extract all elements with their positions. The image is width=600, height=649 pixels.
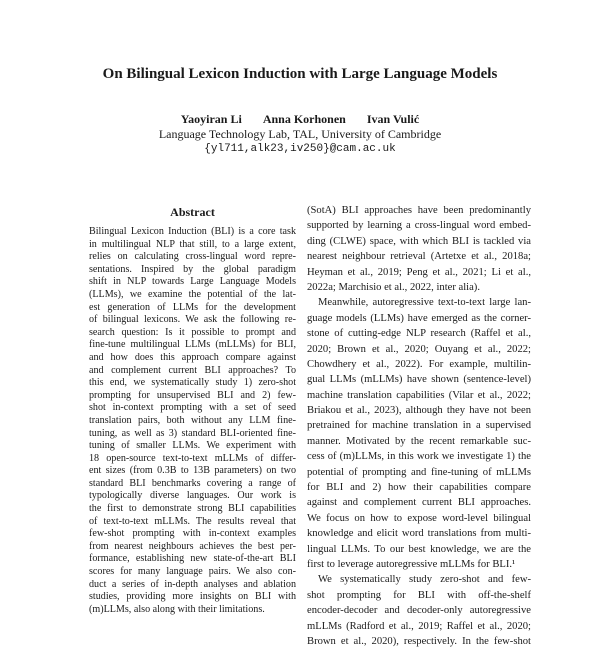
intro-line: We focus on how to expose word-level bilingual xyxy=(307,512,531,524)
author-name: Anna Korhonen xyxy=(262,112,346,126)
abstract-heading: Abstract xyxy=(170,205,215,219)
abstract-line: ent sizes (from 0.3B to 13B parameters) on two xyxy=(89,465,296,477)
intro-line: manner. Motivated by the recent remarkable suc- xyxy=(307,435,531,447)
abstract-line: tuning, as well as 3) standard BLI-oriented fine- xyxy=(89,427,296,439)
intro-line: shot prompting for BLI with off-the-shelf xyxy=(307,589,531,601)
abstract-line: studies, providing more insights on BLI with xyxy=(89,591,296,603)
intro-line: nearest neighbour retrieval (Artetxe et al., 2018a; xyxy=(307,251,531,263)
abstract-line: search question: Is it possible to prompt and xyxy=(89,326,296,338)
intro-line: Chowdhery et al., 2022). For example, multilin- xyxy=(307,358,531,370)
intro-paragraph xyxy=(307,295,531,572)
abstract-line: relies on calculating cross-lingual word repre- xyxy=(89,251,296,263)
abstract-line: few-shot prompting with in-context examples xyxy=(89,528,296,540)
author-list xyxy=(0,112,600,127)
abstract-line: shift in NLP towards Large Language Models xyxy=(89,276,296,288)
intro-line: for BLI and 2) how their capabilities compare xyxy=(307,482,531,494)
intro-line: gual LLMs (mLLMs) have shown (sentence-level) xyxy=(307,374,531,386)
intro-line: supported by learning a cross-lingual word embed- xyxy=(307,220,531,232)
abstract-line: of bilingual lexicons. We ask the following re- xyxy=(89,314,296,326)
abstract-line: 18 open-source text-to-text mLLMs of differ- xyxy=(89,452,296,464)
intro-line: cess of (m)LLMs, in this work we investigate 1) the xyxy=(307,451,531,463)
introduction-body xyxy=(307,203,531,649)
intro-line: guage models (LLMs) have emerged as the corner- xyxy=(307,312,531,324)
intro-line: Briakou et al., 2023), although they have not been xyxy=(307,405,531,417)
abstract-line: standard BLI benchmarks covering a range of xyxy=(89,477,296,489)
abstract-line: in multilingual NLP that still, to a large extent, xyxy=(89,238,296,250)
abstract-line: typologically diverse languages. Our work is xyxy=(89,490,296,502)
abstract-line: duct a series of in-depth analyses and ablation xyxy=(89,578,296,590)
intro-line: Meanwhile, autoregressive text-to-text large lan- xyxy=(318,297,531,309)
intro-paragraph xyxy=(307,572,531,649)
intro-line: encoder-decoder and decoder-only autoregressive xyxy=(307,605,531,617)
intro-line: mLLMs (Radford et al., 2019; Raffel et al., 2020; xyxy=(307,620,531,632)
intro-line: lingual LLMs. To our best knowledge, we are the xyxy=(307,543,531,555)
abstract-line: from nearest neighbours achieves the best per- xyxy=(89,540,296,552)
abstract-line: formance, establishing new state-of-the-art BLI xyxy=(89,553,296,565)
abstract-line: the first to demonstrate strong BLI capabilities xyxy=(89,503,296,515)
intro-line: pretrained for machine translation in a supervised xyxy=(307,420,531,432)
abstract-body xyxy=(89,226,296,616)
abstract-line: and complement current BLI approaches? To xyxy=(89,364,296,376)
email-addresses: {yl711,alk23,iv250}@cam.ac.uk xyxy=(204,143,396,155)
author-name: Yaoyiran Li xyxy=(180,112,242,126)
intro-line: first to leverage autoregressive mLLMs for BLI.¹ xyxy=(307,559,516,570)
abstract-line: tuning of smaller LLMs. We experiment with xyxy=(89,440,296,452)
abstract-line: this end, we systematically study 1) zero-shot xyxy=(89,377,296,389)
abstract-line: translation pairs, both without any LLM fine- xyxy=(89,414,296,426)
intro-line: 2020; Brown et al., 2020; Ouyang et al., 2022; xyxy=(307,343,531,355)
intro-line: 2022a; Marchisio et al., 2022, inter alia). xyxy=(307,281,480,293)
abstract-line: fine-tune multilingual LLMs (mLLMs) for BLI, xyxy=(89,339,296,351)
intro-line: (SotA) BLI approaches have been predominantly xyxy=(307,205,531,216)
paper-title: On Bilingual Lexicon Induction with Large Language Models xyxy=(102,66,498,82)
abstract-line: sentations. Inspired by the global paradigm xyxy=(89,263,296,275)
intro-line: against and complement current BLI approaches. xyxy=(307,497,531,509)
intro-line: potential of prompting and fine-tuning of mLLMs xyxy=(307,466,531,478)
abstract-line: est generation of LLMs for the development xyxy=(89,301,296,313)
intro-line: stone of cutting-edge NLP research (Raffel et al., xyxy=(307,328,531,340)
intro-line: knowledge and elicit word translations from multi- xyxy=(307,528,531,540)
intro-line: Brown et al., 2020), respectively. In the few-shot xyxy=(307,635,531,647)
intro-line: ding (CLWE) space, with which BLI is tackled via xyxy=(307,235,531,247)
abstract-line: prompting for unsupervised BLI and 2) few- xyxy=(89,389,296,401)
abstract-line: Bilingual Lexicon Induction (BLI) is a core task xyxy=(89,226,296,237)
intro-line: Heyman et al., 2019; Peng et al., 2021; Li et al., xyxy=(307,266,531,278)
abstract-line: (m)LLMs, also along with their limitations. xyxy=(89,603,265,615)
abstract-line: and how does this approach compare against xyxy=(89,351,296,363)
abstract-line: (LLMs), we examine the potential of the lat- xyxy=(89,288,296,300)
abstract-line: of text-to-text mLLMs. The results reveal that xyxy=(89,515,296,527)
abstract-line: scores for many language pairs. We also con- xyxy=(89,566,296,578)
abstract-line: shot in-context prompting with a set of seed xyxy=(89,402,296,414)
intro-paragraph xyxy=(307,203,531,295)
affiliation: Language Technology Lab, TAL, University of Cambridge xyxy=(158,127,442,141)
author-name: Ivan Vulić xyxy=(366,112,420,126)
intro-line: machine translation capabilities (Vilar et al., 2022; xyxy=(307,389,531,401)
intro-line: We systematically study zero-shot and few- xyxy=(318,574,531,586)
